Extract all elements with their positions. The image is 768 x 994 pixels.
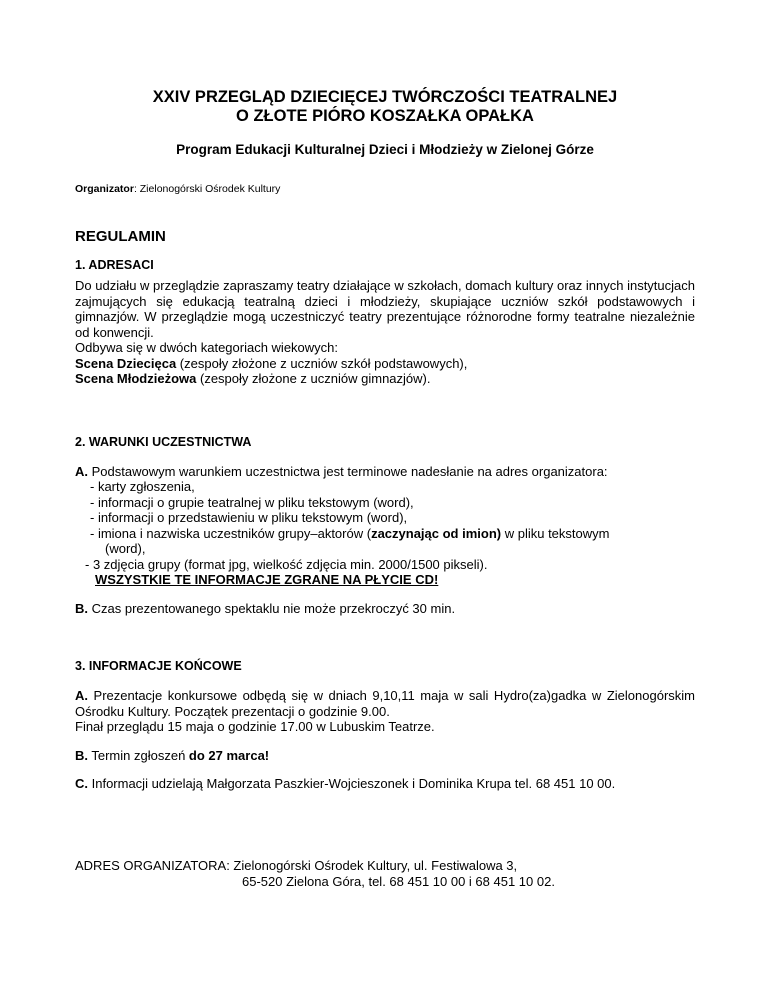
organizer-line	[75, 183, 695, 195]
section3-c-text: Informacji udzielają Małgorzata Paszkier-Wojcieszonek i Dominika Krupa tel. 68 451 10 00.	[88, 776, 616, 791]
item4-pre: - imiona i nazwiska uczestników grupy–aktorów (	[90, 525, 372, 541]
document-page	[75, 88, 695, 792]
section2-a-label: A.	[75, 463, 88, 479]
category-youth	[75, 371, 695, 387]
requirement-item: - 3 zdjęcia grupy (format jpg, wielkość zdjęcia min. 2000/1500 pikseli).	[85, 556, 488, 572]
section3-b-label: B.	[75, 747, 88, 763]
section2-b-text: Czas prezentowanego spektaklu nie może przekroczyć 30 min.	[88, 600, 456, 616]
organizer-address	[75, 858, 555, 890]
section-warunki	[75, 435, 695, 617]
item4-bold: zaczynając od imion)	[371, 525, 502, 541]
section3-heading: 3. INFORMACJE KOŃCOWE	[75, 659, 242, 673]
category-children-name: Scena Dziecięca	[75, 355, 177, 371]
category-youth-name: Scena Młodzieżowa	[75, 371, 197, 386]
section3-a-label: A.	[75, 688, 88, 703]
title-line-1: XXIV PRZEGLĄD DZIECIĘCEJ TWÓRCZOŚCI TEATRALNEJ	[152, 88, 618, 106]
section-informacje-koncowe	[75, 659, 695, 792]
section2-point-a	[75, 464, 695, 480]
section3-a-text: Prezentacje konkursowe odbędą się w dniach 9,10,11 maja w sali Hydro(za)gadka w Zielonogórskim Ośrodku Kultury. Początek prezentacji o godzinie 9.00.	[75, 688, 695, 719]
document-subtitle: Program Edukacji Kulturalnej Dzieci i Młodzieży w Zielonej Górze	[176, 142, 594, 157]
organizer-value: : Zielonogórski Ośrodek Kultury	[133, 183, 281, 195]
requirement-item: - karty zgłoszenia,	[90, 479, 195, 494]
document-title	[75, 88, 695, 126]
section-adresaci	[75, 258, 695, 387]
section3-point-b	[75, 748, 695, 764]
requirement-item	[75, 526, 695, 542]
section3-point-c	[75, 776, 695, 792]
category-youth-desc: (zespoły złożone z uczniów gimnazjów).	[196, 371, 431, 386]
section3-b-text: Termin zgłoszeń	[88, 747, 189, 763]
section3-a-line2: Finał przeglądu 15 maja o godzinie 17.00 w Lubuskim Teatrze.	[75, 719, 435, 734]
category-children-desc: (zespoły złożone z uczniów szkół podstawowych),	[176, 355, 468, 371]
section2-a-text: Podstawowym warunkiem uczestnictwa jest terminowe nadesłanie na adres organizatora:	[88, 463, 608, 479]
section2-point-b	[75, 601, 695, 617]
section1-heading: 1. ADRESACI	[75, 258, 154, 272]
item4-post: w pliku tekstowym	[501, 525, 610, 541]
category-children	[75, 356, 695, 372]
section3-point-a	[75, 688, 695, 719]
section1-categories-intro: Odbywa się w dwóch kategoriach wiekowych:	[75, 340, 339, 355]
requirement-item: - informacji o przedstawieniu w pliku tekstowym (word),	[90, 510, 408, 525]
section2-heading: 2. WARUNKI UCZESTNICTWA	[75, 434, 252, 449]
address-line-1: ADRES ORGANIZATORA: Zielonogórski Ośrodek Kultury, ul. Festiwalowa 3,	[75, 858, 518, 873]
requirement-item-continuation: (word),	[105, 541, 146, 556]
section3-b-deadline: do 27 marca!	[188, 747, 270, 763]
section1-paragraph: Do udziału w przeglądzie zapraszamy teatry działające w szkołach, domach kultury oraz innych instytucjach zajmujących się edukacją teatralną dzieci i młodzieży, skupiające uczniów szkół podstawowych i gimnazjów. W przeglądzie mogą uczestniczyć teatry prezentujące różnorodne formy teatralne niezależnie od konwencji.	[75, 278, 695, 340]
cd-notice: WSZYSTKIE TE INFORMACJE ZGRANE NA PŁYCIE CD!	[95, 572, 439, 587]
regulamin-heading: REGULAMIN	[75, 228, 166, 245]
requirement-item: - informacji o grupie teatralnej w pliku tekstowym (word),	[90, 494, 414, 510]
title-line-2: O ZŁOTE PIÓRO KOSZAŁKA OPAŁKA	[236, 107, 534, 125]
organizer-label: Organizator	[75, 183, 134, 195]
section2-b-label: B.	[75, 600, 88, 616]
section3-c-label: C.	[75, 776, 88, 791]
address-line-2: 65-520 Zielona Góra, tel. 68 451 10 00 i 68 451 10 02.	[242, 874, 555, 889]
